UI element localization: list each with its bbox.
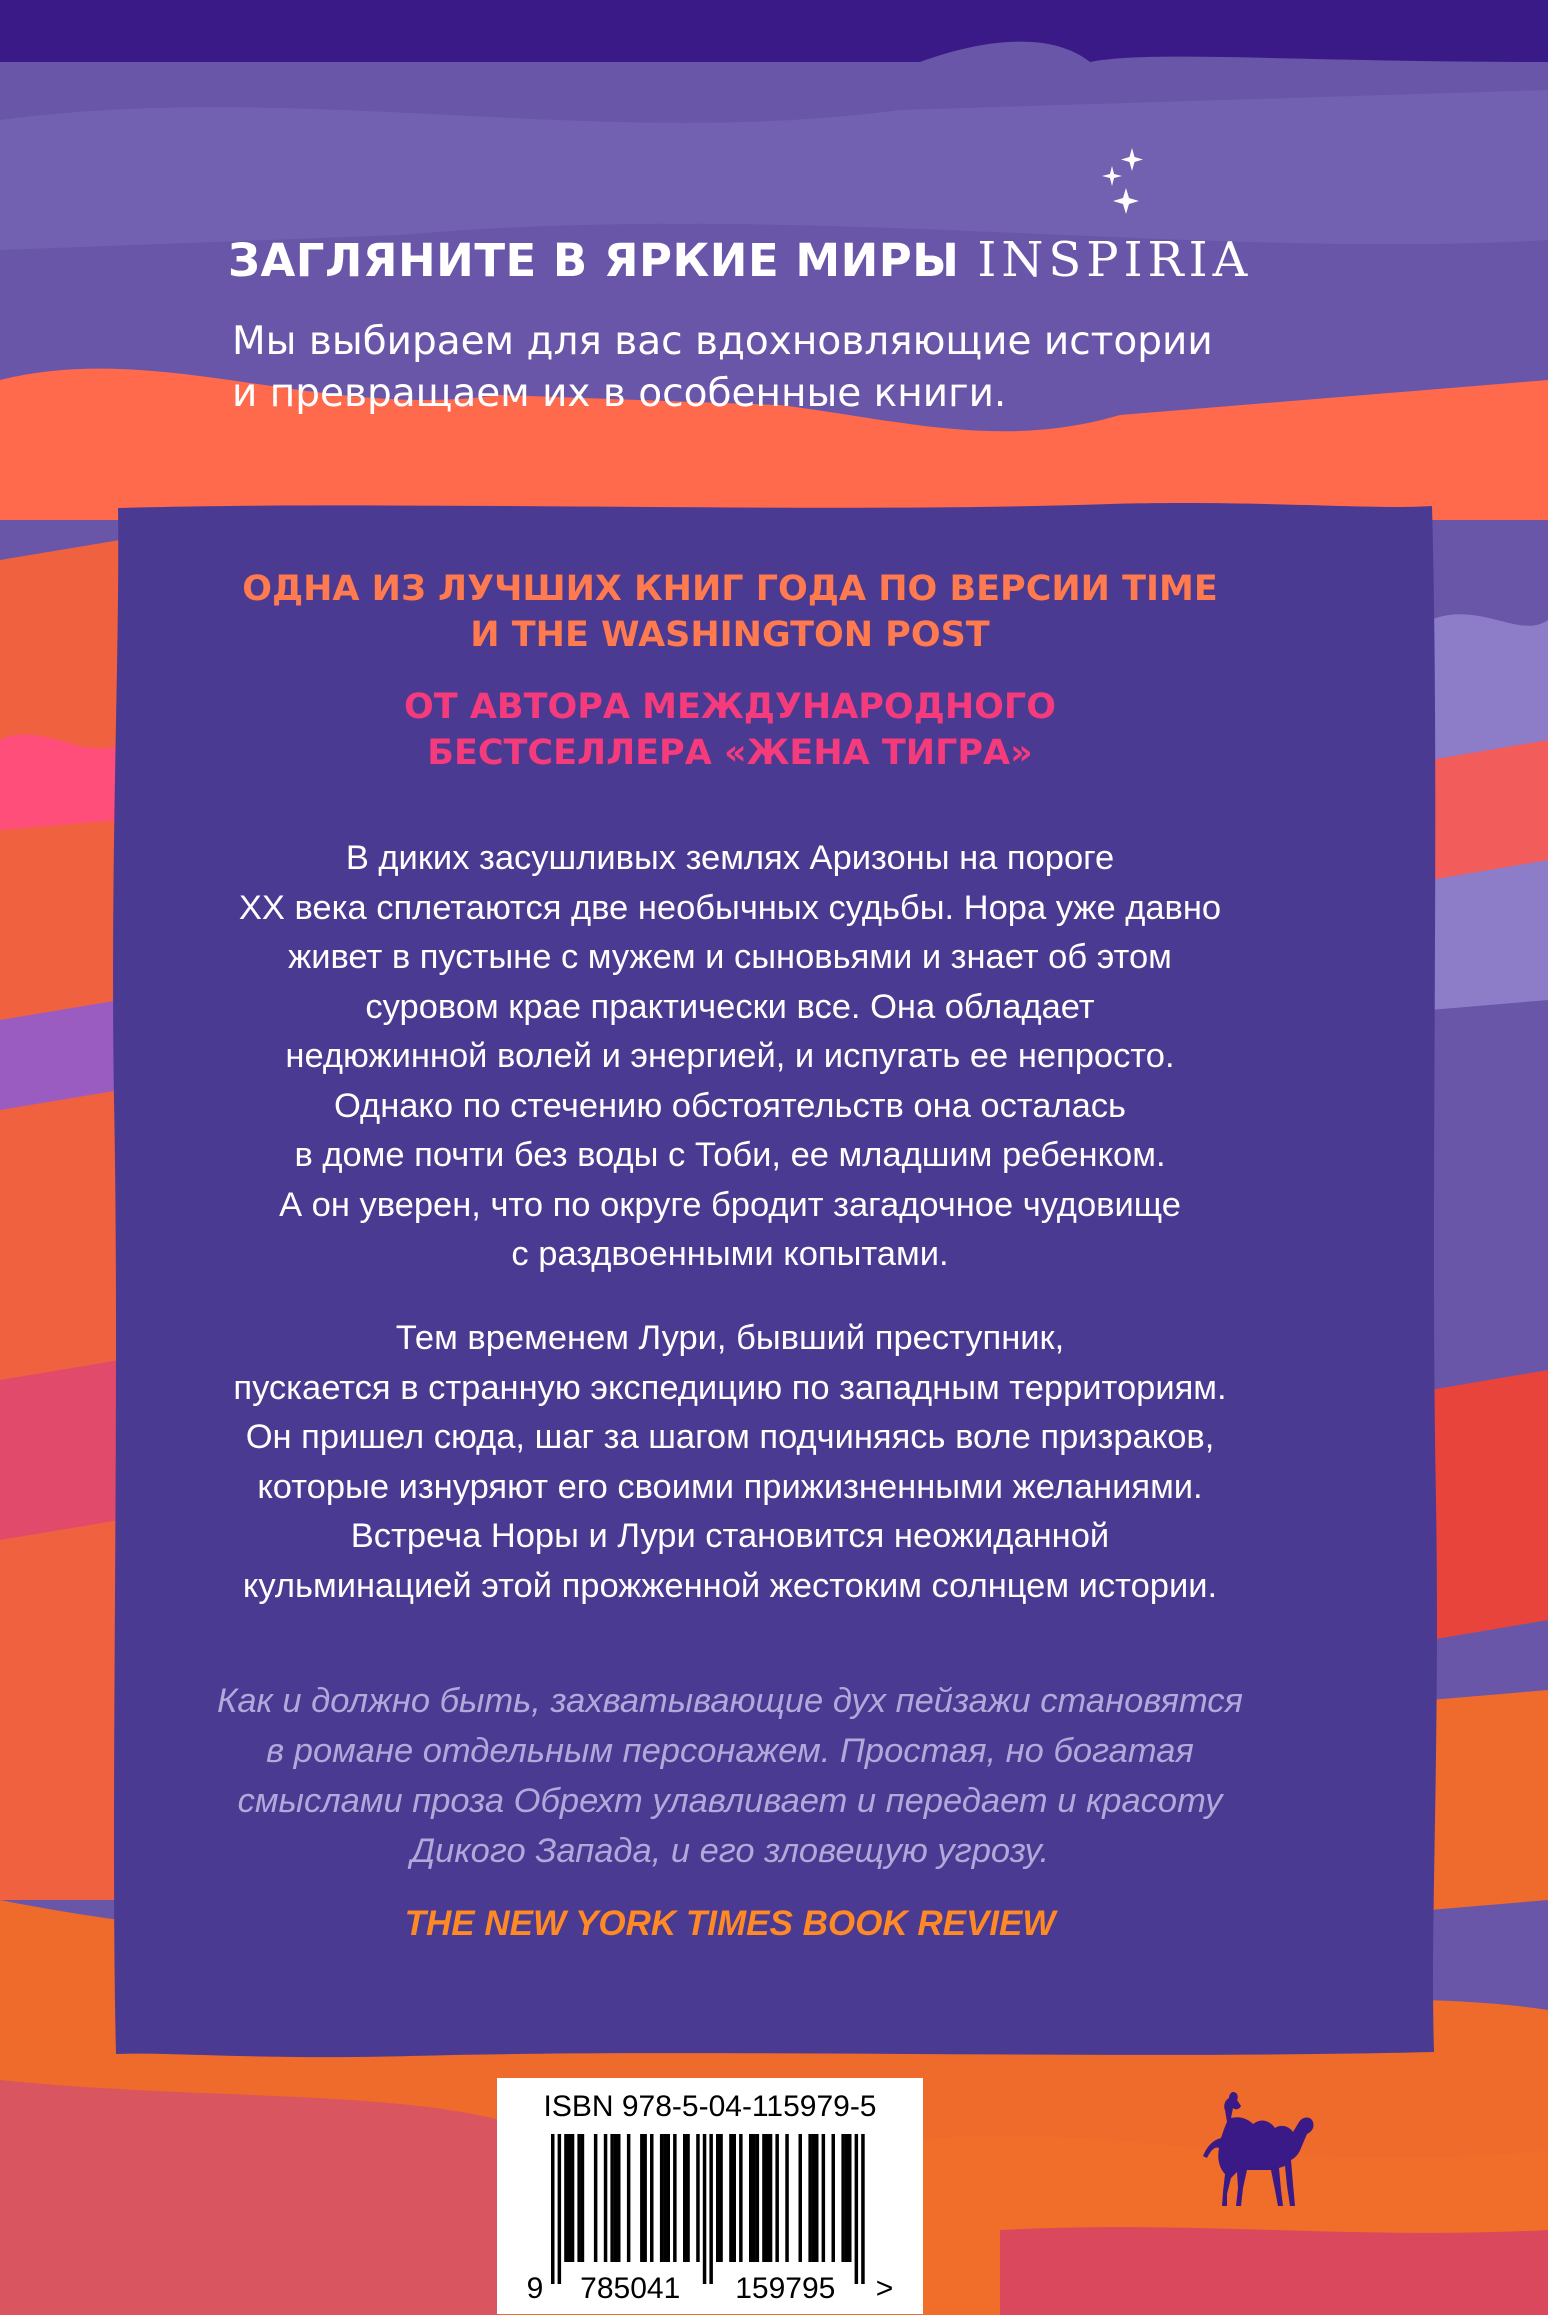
barcode-bar — [594, 2134, 598, 2262]
text-line: в доме почти без воды с Тоби, ее младшим ребенком. — [294, 1136, 1166, 1174]
barcode-bar — [752, 2134, 756, 2262]
author-line: БЕСТСЕЛЛЕРА «ЖЕНА ТИГРА» — [427, 733, 1033, 773]
barcode-bar — [756, 2134, 760, 2262]
barcode-bar — [640, 2134, 644, 2262]
brand-logo-text: INSPIRIA — [977, 232, 1253, 288]
text-line: живет в пустыне с мужем и сыновьями и знает об этом — [288, 938, 1172, 976]
text-line: А он уверен, что по округе бродит загадочное чудовище — [279, 1185, 1181, 1224]
series-heading — [228, 232, 1488, 288]
barcode-bar — [799, 2134, 803, 2262]
barcode-bar — [643, 2134, 647, 2262]
barcode-bar — [568, 2134, 572, 2262]
synopsis-paragraph-2 — [110, 1314, 1350, 1611]
barcode-bar — [841, 2134, 845, 2262]
barcode-bar — [667, 2134, 671, 2262]
barcode-bar — [719, 2134, 723, 2262]
camel-rider-icon — [1195, 2088, 1325, 2210]
text-line: Однако по стечению обстоятельств она осталась — [333, 1086, 1127, 1125]
barcode-bar — [716, 2134, 720, 2262]
sparkle-stars-icon — [1098, 148, 1148, 220]
barcode-bar — [822, 2134, 826, 2262]
barcode-bar — [739, 2134, 743, 2262]
barcode-bars — [521, 2134, 901, 2306]
barcode-bar — [686, 2134, 690, 2262]
barcode-digits-left: 785041 — [580, 2272, 681, 2305]
barcode-bar — [775, 2134, 779, 2262]
barcode-bar — [709, 2134, 713, 2284]
quote-line: в романе отдельным персонажем. Простая, но богатая — [266, 1732, 1194, 1770]
barcode-bar — [581, 2134, 585, 2262]
barcode-bar — [577, 2134, 581, 2262]
barcode-bar — [812, 2134, 816, 2262]
quote-source: THE NEW YORK TIMES BOOK REVIEW — [404, 1904, 1056, 1943]
isbn-barcode — [497, 2078, 923, 2314]
barcode-bar — [855, 2134, 859, 2284]
barcode-bar — [614, 2134, 618, 2262]
top-arch-bar — [0, 0, 1548, 62]
barcode-bar — [832, 2134, 836, 2262]
text-line: Он пришел сюда, шаг за шагом подчиняясь воле призраков, — [245, 1418, 1215, 1456]
barcode-digit-first: 9 — [526, 2272, 544, 2305]
barcode-bar — [696, 2134, 700, 2262]
barcode-bar — [861, 2134, 865, 2284]
barcode-bar — [604, 2134, 608, 2262]
barcode-bar — [610, 2134, 614, 2262]
barcode-bar — [660, 2134, 664, 2262]
text-line: с раздвоенными копытами. — [511, 1235, 949, 1273]
text-line: В диких засушливых землях Аризоны на пороге — [345, 839, 1115, 877]
author-line: ОТ АВТОРА МЕЖДУНАРОДНОГО — [404, 687, 1056, 727]
barcode-bar — [815, 2134, 819, 2262]
text-line: кульминацией этой прожженной жестоким солнцем истории. — [242, 1566, 1218, 1605]
heading-text: ЗАГЛЯНИТЕ В ЯРКИЕ МИРЫ — [228, 234, 960, 287]
text-line: пускается в странную экспедицию по западным территориям. — [233, 1368, 1227, 1407]
barcode-bar — [762, 2134, 766, 2262]
barcode-bar — [663, 2134, 667, 2262]
text-line: суровом крае практически все. Она обладает — [365, 987, 1095, 1026]
barcode-bar — [848, 2134, 852, 2262]
barcode-quiet-zone-mark: > — [875, 2272, 894, 2305]
award-line: ОДНА ИЗ ЛУЧШИХ КНИГ ГОДА ПО ВЕРСИИ TIME — [242, 569, 1218, 609]
text-line: недюжинной волей и энергией, и испугать ее непросто. — [285, 1037, 1175, 1075]
award-banner — [110, 566, 1350, 658]
barcode-bar — [564, 2134, 568, 2262]
barcode-bar — [733, 2134, 737, 2262]
text-line: которые изнуряют его своими прижизненными желаниями. — [257, 1467, 1203, 1506]
barcode-bar — [766, 2134, 770, 2262]
barcode-bar — [703, 2134, 707, 2284]
quote-line: Как и должно быть, захватывающие дух пейзажи становятся — [217, 1682, 1243, 1720]
review-quote — [110, 1676, 1350, 1876]
barcode-bar — [808, 2134, 812, 2262]
tagline-line: и превращаем их в особенные книги. — [232, 371, 1007, 416]
barcode-bar — [749, 2134, 753, 2262]
author-banner — [110, 684, 1350, 776]
barcode-bar — [558, 2134, 562, 2284]
text-line: Встреча Норы и Лури становится неожиданной — [350, 1517, 1110, 1555]
barcode-bar — [683, 2134, 687, 2262]
barcode-bar — [551, 2134, 555, 2284]
quote-line: смыслами проза Обрехт улавливает и передает и красоту — [237, 1782, 1223, 1820]
barcode-bar — [617, 2134, 621, 2262]
barcode-bar — [769, 2134, 773, 2262]
barcode-bar — [729, 2134, 733, 2262]
tagline — [232, 316, 1432, 420]
barcode-bar — [785, 2134, 789, 2262]
award-line: И THE WASHINGTON POST — [470, 615, 990, 655]
text-line: Тем временем Лури, бывший преступник, — [395, 1319, 1065, 1357]
barcode-bar — [673, 2134, 677, 2262]
barcode-bar — [627, 2134, 631, 2262]
barcode-bar — [845, 2134, 849, 2262]
tagline-line: Мы выбираем для вас вдохновляющие истории — [232, 319, 1213, 364]
barcode-bar — [650, 2134, 654, 2262]
quote-line: Дикого Запада, и его зловещую угрозу. — [410, 1832, 1050, 1870]
barcode-bar — [571, 2134, 575, 2262]
synopsis-paragraph-1 — [110, 834, 1350, 1280]
text-line: XX века сплетаются две необычных судьбы. Нора уже давно — [238, 888, 1222, 927]
barcode-digits-right: 159795 — [735, 2272, 836, 2305]
isbn-label: ISBN 978-5-04-115979-5 — [543, 2090, 877, 2123]
